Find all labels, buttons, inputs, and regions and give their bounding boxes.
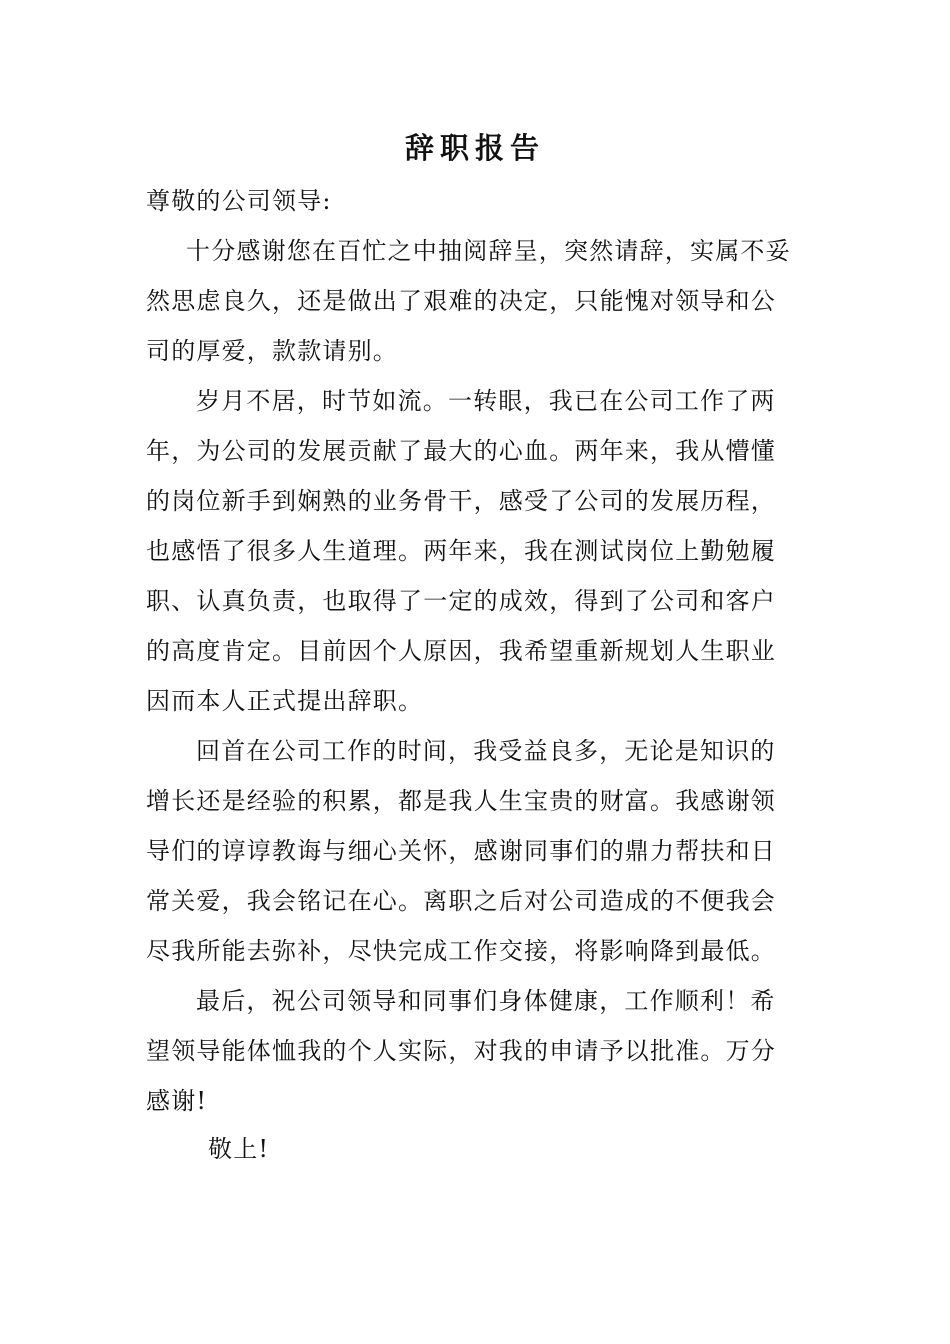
paragraph-2-line-6: 的高度肯定。目前因个人原因，我希望重新规划人生职业 — [146, 637, 776, 665]
paragraph-3-line-5: 尽我所能去弥补，尽快完成工作交接，将影响降到最低。 — [146, 937, 776, 965]
paragraph-3-line-3: 导们的谆谆教诲与细心关怀，感谢同事们的鼎力帮扶和日 — [146, 837, 776, 865]
paragraph-2-line-1: 岁月不居，时节如流。一转眼，我已在公司工作了两 — [196, 387, 776, 415]
paragraph-1-line-1: 十分感谢您在百忙之中抽阅辞呈，突然请辞，实属不妥 — [186, 237, 791, 265]
paragraph-4-line-2: 望领导能体恤我的个人实际，对我的申请予以批准。万分 — [146, 1037, 776, 1065]
paragraph-1-line-3: 司的厚爱，款款请别。 — [146, 337, 398, 365]
paragraph-1-line-2: 然思虑良久，还是做出了艰难的决定，只能愧对领导和公 — [146, 287, 776, 315]
paragraph-2-line-2: 年，为公司的发展贡献了最大的心血。两年来，我从懵懂 — [146, 437, 776, 465]
paragraph-4-line-3: 感谢! — [146, 1087, 208, 1115]
closing-text: 敬上! — [208, 1135, 270, 1163]
paragraph-2-line-7: 因而本人正式提出辞职。 — [146, 687, 424, 715]
paragraph-2-line-4: 也感悟了很多人生道理。两年来，我在测试岗位上勤勉履 — [146, 537, 776, 565]
paragraph-3-line-2: 增长还是经验的积累，都是我人生宝贵的财富。我感谢领 — [146, 787, 776, 815]
paragraph-3-line-4: 常关爱，我会铭记在心。离职之后对公司造成的不便我会 — [146, 887, 776, 915]
paragraph-4-line-1: 最后，祝公司领导和同事们身体健康，工作顺利！希 — [196, 987, 776, 1015]
paragraph-2-line-3: 的岗位新手到娴熟的业务骨干，感受了公司的发展历程， — [146, 487, 776, 515]
document-title: 辞职报告 — [404, 131, 545, 165]
salutation: 尊敬的公司领导: — [146, 187, 332, 215]
paragraph-2-line-5: 职、认真负责，也取得了一定的成效，得到了公司和客户 — [146, 587, 776, 615]
paragraph-3-line-1: 回首在公司工作的时间，我受益良多，无论是知识的 — [196, 737, 776, 765]
